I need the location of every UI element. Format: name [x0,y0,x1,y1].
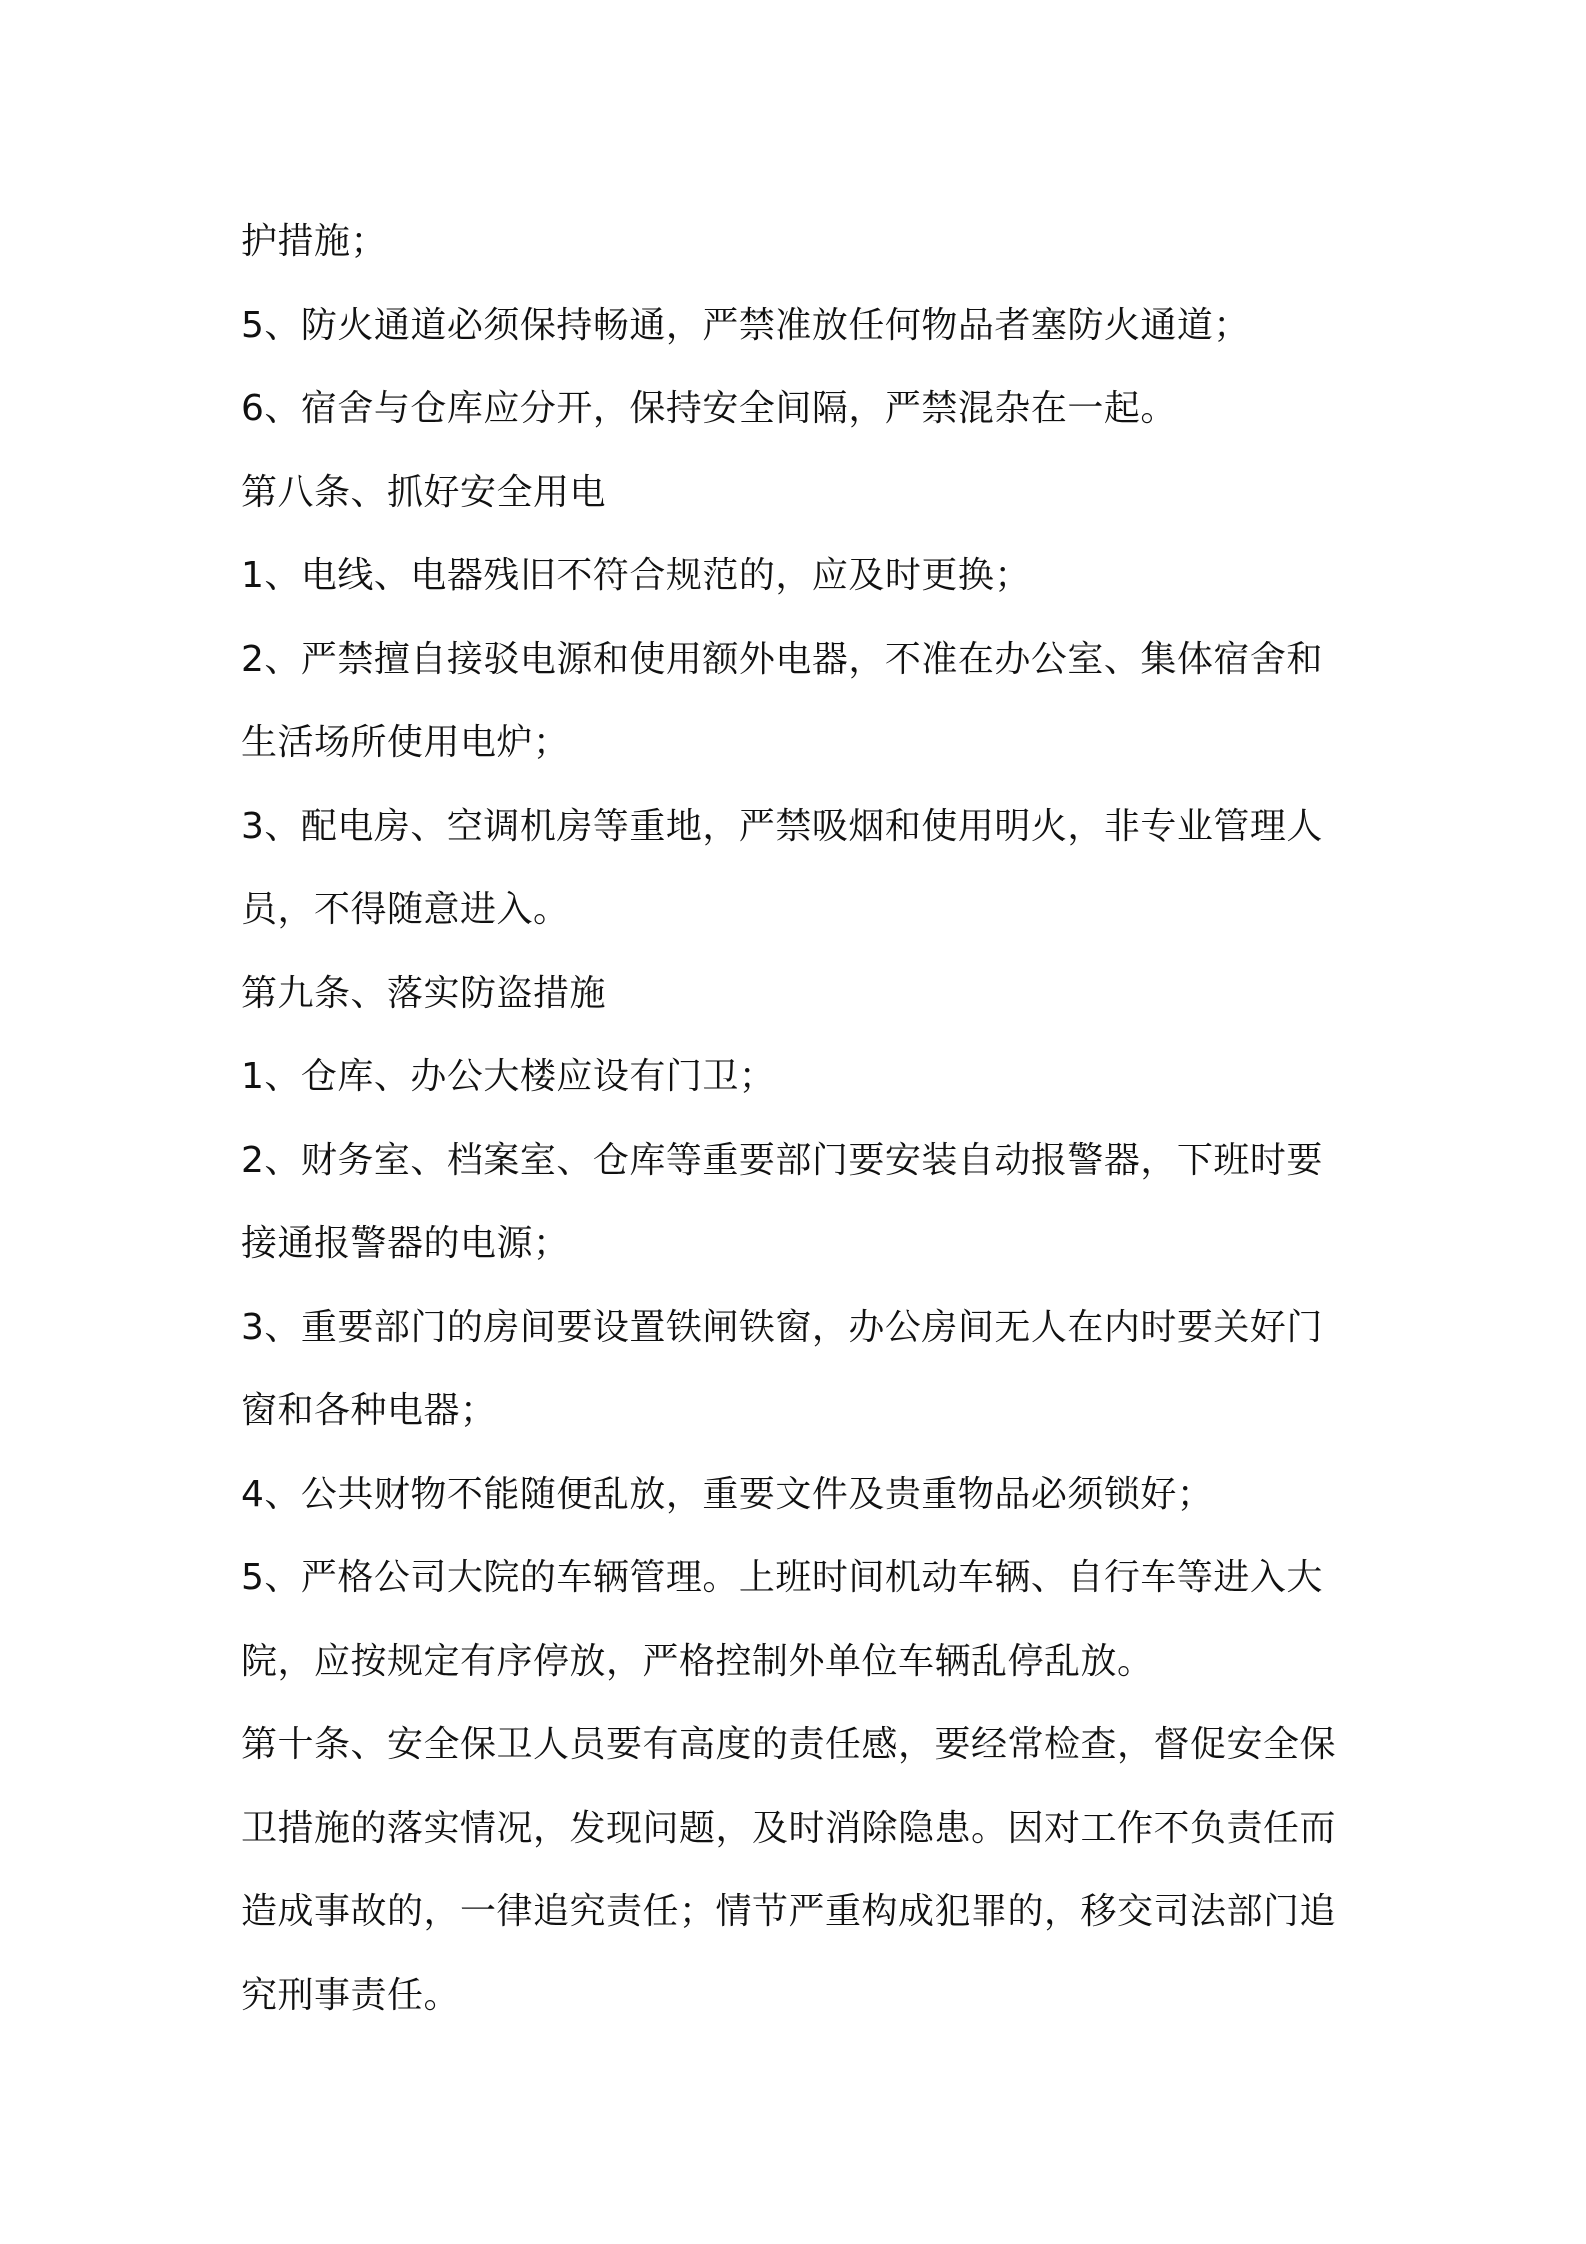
text-line: 2、财务室、档案室、仓库等重要部门要安装自动报警器，下班时要 [241,1139,1323,1181]
text-line: 5、严格公司大院的车辆管理。上班时间机动车辆、自行车等进入大 [241,1557,1323,1598]
text-line: 护措施； [241,221,388,262]
text-line: 3、配电房、空调机房等重地，严禁吸烟和使用明火，非专业管理人 [241,805,1323,847]
text-line: 院，应按规定有序停放，严格控制外单位车辆乱停乱放。 [241,1640,1154,1682]
text-line: 接通报警器的电源； [241,1223,570,1264]
section-heading: 第九条、落实防盗措施 [241,972,607,1014]
text-line: 2、严禁擅自接驳电源和使用额外电器，不准在办公室、集体宿舍和 [241,638,1323,680]
text-line: 卫措施的落实情况，发现问题，及时消除隐患。因对工作不负责任而 [241,1807,1337,1849]
text-line: 1、仓库、办公大楼应设有门卫； [241,1056,776,1097]
text-line: 6、宿舍与仓库应分开，保持安全间隔，严禁混杂在一起。 [241,388,1177,429]
document-body [241,200,1361,2037]
text-line: 3、重要部门的房间要设置铁闸铁窗，办公房间无人在内时要关好门 [241,1306,1323,1348]
text-line: 生活场所使用电炉； [241,722,570,763]
section-heading: 第八条、抓好安全用电 [241,471,607,513]
text-line: 造成事故的，一律追究责任；情节严重构成犯罪的，移交司法部门追 [241,1891,1337,1932]
text-line: 5、防火通道必须保持畅通，严禁准放任何物品者塞防火通道； [241,304,1250,346]
text-line: 窗和各种电器； [241,1390,497,1431]
text-line: 究刑事责任。 [241,1974,461,2016]
text-line: 员，不得随意进入。 [241,889,570,930]
text-line: 4、公共财物不能随便乱放，重要文件及贵重物品必须锁好； [241,1473,1214,1515]
text-line: 1、电线、电器残旧不符合规范的，应及时更换； [241,555,1031,596]
section-heading: 第十条、安全保卫人员要有高度的责任感，要经常检查，督促安全保 [241,1724,1337,1765]
